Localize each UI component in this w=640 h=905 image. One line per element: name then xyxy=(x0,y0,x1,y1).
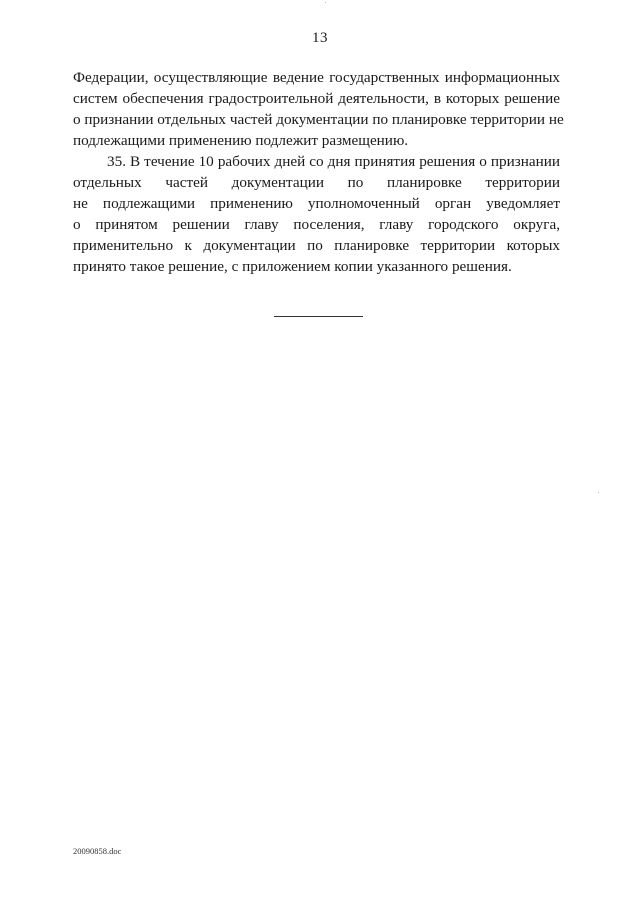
paragraph-line: Федерации, осуществляющие ведение государственных информационных xyxy=(73,69,560,86)
paragraph-line: применительно к документации по планировке территории которых xyxy=(73,237,560,254)
paragraph-line: принято такое решение, с приложением копии указанного решения. xyxy=(73,258,512,275)
end-separator-line xyxy=(274,316,363,317)
paragraph-line: систем обеспечения градостроительной деятельности, в которых решение xyxy=(73,90,560,107)
scan-speck xyxy=(598,492,599,493)
paragraph-line: о принятом решении главу поселения, главу городского округа, xyxy=(73,216,560,233)
scan-speck xyxy=(325,2,326,3)
paragraph-line: 35. В течение 10 рабочих дней со дня принятия решения о признании xyxy=(107,153,560,170)
paragraph-line: о признании отдельных частей документации по планировке территории не xyxy=(73,111,564,128)
paragraph-line: подлежащими применению подлежит размещению. xyxy=(73,132,409,149)
footer-filename: 20090858.doc xyxy=(73,846,122,856)
paragraph-line: отдельных частей документации по планировке территории xyxy=(73,174,560,191)
page-number: 13 xyxy=(312,30,328,46)
paragraph-line: не подлежащими применению уполномоченный орган уведомляет xyxy=(73,195,560,212)
